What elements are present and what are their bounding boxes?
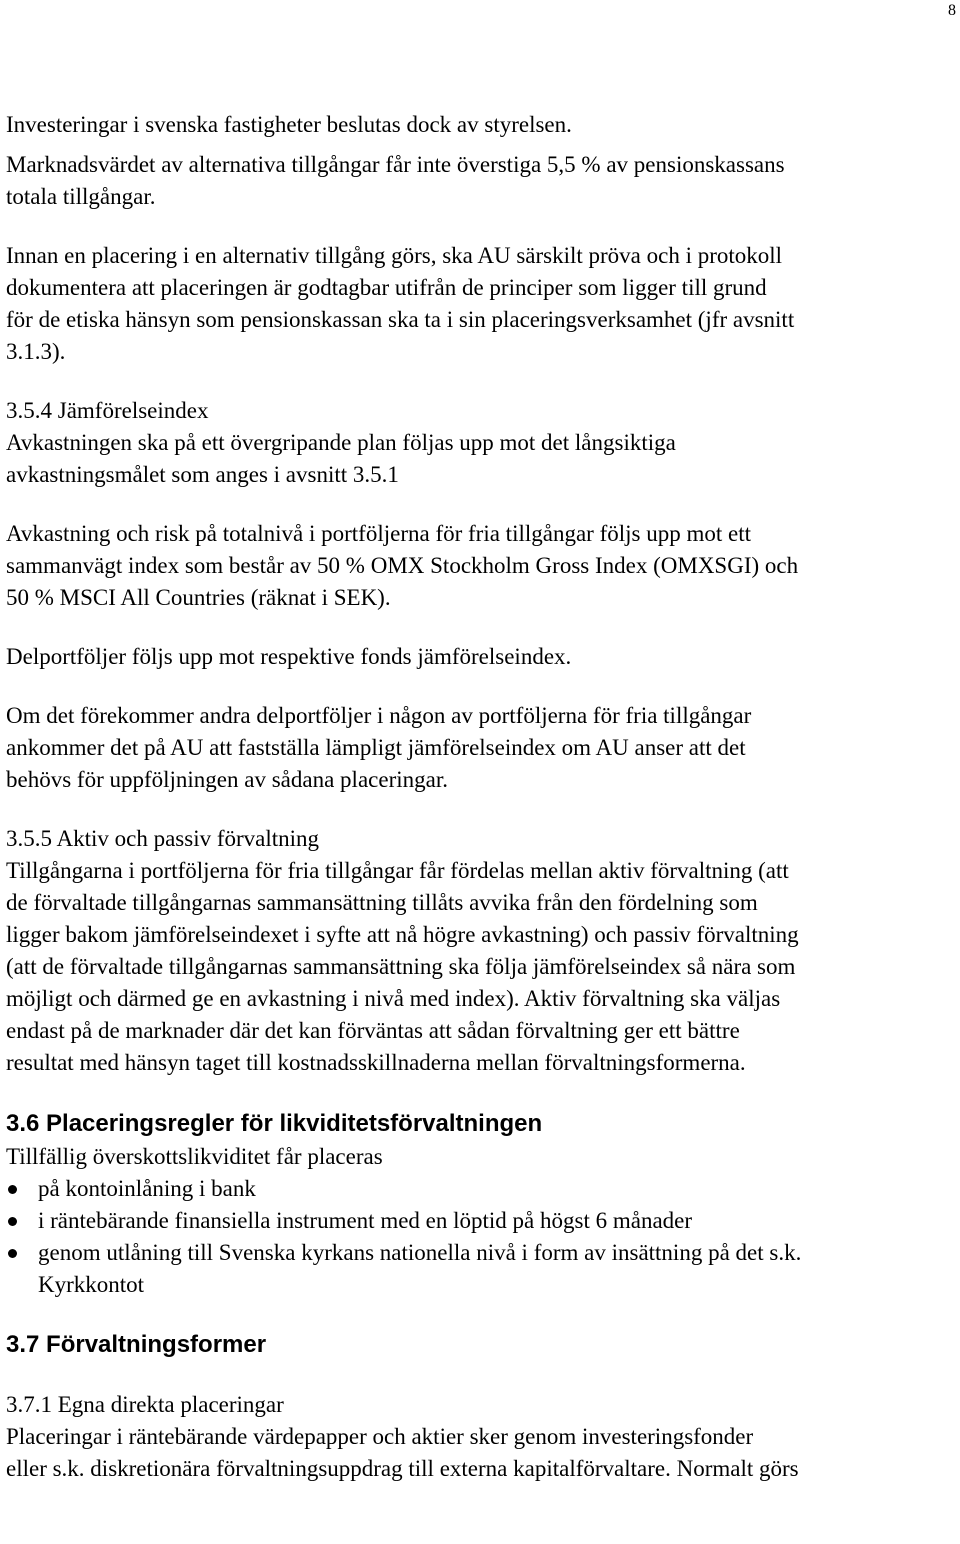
text-line: Avkastning och risk på totalnivå i portföljerna för fria tillgångar följs upp mot ett [6,521,751,546]
paragraph-sub-portfolios: Delportföljer följs upp mot respektive fonds jämförelseindex. [6,644,572,669]
list-item [6,1205,958,1237]
text-line: (att de förvaltade tillgångarnas sammansättning ska följa jämförelseindex så nära som [6,954,796,979]
liquidity-bullet-list [6,1173,958,1301]
text-line: Placeringar i räntebärande värdepapper och aktier sker genom investeringsfonder [6,1424,754,1449]
document-body [6,109,958,1485]
text-line: totala tillgångar. [6,184,156,209]
text-line: för de etiska hänsyn som pensionskassan ska ta i sin placeringsverksamhet (jfr avsnitt [6,307,795,332]
paragraph-other-sub-portfolios [6,700,958,796]
list-item [6,1237,958,1301]
list-item-text: genom utlåning till Svenska kyrkans nationella nivå i form av insättning på det s.k. [38,1240,802,1265]
section-heading-3-7-1: 3.7.1 Egna direkta placeringar [6,1392,284,1417]
text-line: Tillgångarna i portföljerna för fria tillgångar får fördelas mellan aktiv förvaltning (att [6,858,789,883]
text-line: möjligt och därmed ge en avkastning i nivå med index). Aktiv förvaltning ska väljas [6,986,781,1011]
text-line: Tillfällig överskottslikviditet får placeras [6,1144,383,1169]
text-line: de förvaltade tillgångarnas sammansättning tillåts avvika från den fördelning som [6,890,758,915]
section-heading-3-6: 3.6 Placeringsregler för likviditetsförvaltningen [6,1110,543,1137]
text-line: resultat med hänsyn taget till kostnadsskillnaderna mellan förvaltningsformerna. [6,1050,746,1075]
paragraph-real-estate: Investeringar i svenska fastigheter beslutas dock av styrelsen. [6,112,572,137]
list-item-text: på kontoinlåning i bank [38,1176,256,1201]
text-line: 3.1.3). [6,339,66,364]
bullet-icon [8,1217,17,1226]
section-3-5-5 [6,823,958,1079]
section-3-5-4 [6,395,958,491]
text-line: Om det förekommer andra delportföljer i någon av portföljerna för fria tillgångar [6,703,752,728]
text-line: behövs för uppföljningen av sådana placeringar. [6,767,448,792]
section-heading-3-7: 3.7 Förvaltningsformer [6,1331,267,1358]
text-line: avkastningsmålet som anges i avsnitt 3.5.1 [6,462,399,487]
text-line: ligger bakom jämförelseindexet i syfte att nå högre avkastning) och passiv förvaltning [6,922,799,947]
text-line: Marknadsvärdet av alternativa tillgångar får inte överstiga 5,5 % av pensionskassans [6,152,785,177]
text-line: endast på de marknader där det kan förväntas att sådan förvaltning ger ett bättre [6,1018,740,1043]
section-heading-3-5-5: 3.5.5 Aktiv och passiv förvaltning [6,826,320,851]
text-line: ankommer det på AU att fastställa lämpligt jämförelseindex om AU anser att det [6,735,746,760]
text-line: 50 % MSCI All Countries (räknat i SEK). [6,585,391,610]
bullet-icon [8,1185,17,1194]
paragraph-alternative-assets [6,149,958,213]
text-line: dokumentera att placeringen är godtagbar utifrån de principer som ligger till grund [6,275,767,300]
list-item [6,1173,958,1205]
text-line: eller s.k. diskretionära förvaltningsuppdrag till externa kapitalförvaltare. Normalt görs [6,1456,799,1481]
text-line: Innan en placering i en alternativ tillgång görs, ska AU särskilt pröva och i protokoll [6,243,783,268]
section-3-6 [6,1107,958,1301]
section-heading-3-5-4: 3.5.4 Jämförelseindex [6,398,209,423]
list-item-text-continued: Kyrkkontot [38,1272,145,1297]
text-line: Avkastningen ska på ett övergripande plan följas upp mot det långsiktiga [6,430,676,455]
bullet-icon [8,1249,17,1258]
paragraph-benchmark-index [6,518,958,614]
section-3-7-1 [6,1389,958,1485]
list-item-text: i räntebärande finansiella instrument med en löptid på högst 6 månader [38,1208,693,1233]
text-line: sammanvägt index som består av 50 % OMX Stockholm Gross Index (OMXSGI) och [6,553,799,578]
page-number: 8 [948,2,956,19]
paragraph-placement-review [6,240,958,368]
